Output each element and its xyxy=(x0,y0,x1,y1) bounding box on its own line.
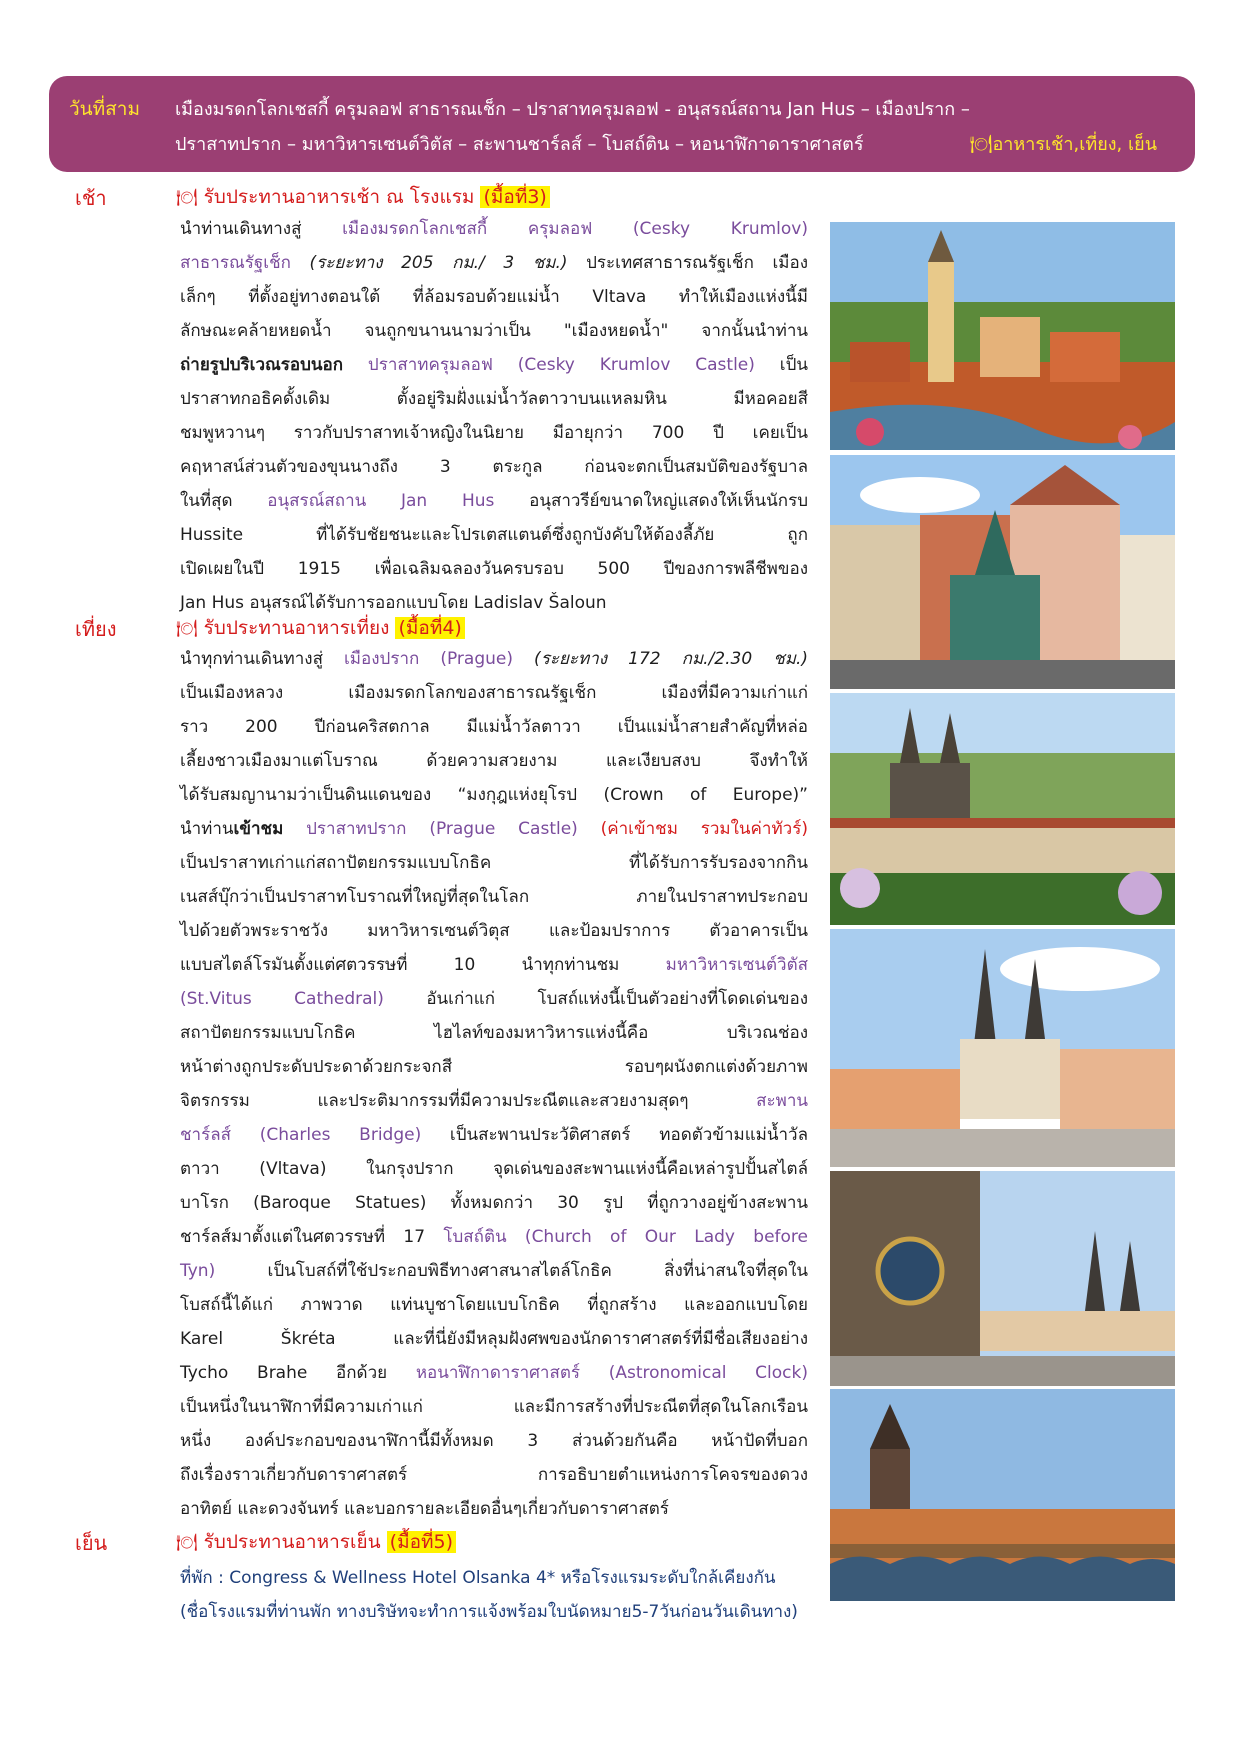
place-name: ชาร์ลส์ (Charles Bridge) xyxy=(180,1125,422,1145)
text: จิตรกรรม และประติมากรรมที่มีความประณีตและสวยงามสุดๆ xyxy=(180,1091,757,1111)
text: นำทุกท่านเดินทางสู่ xyxy=(180,649,344,669)
place-name: Tyn) xyxy=(180,1261,216,1281)
place-name: สะพาน xyxy=(756,1091,808,1111)
label-noon: เที่ยง xyxy=(75,617,117,641)
place-name: หอนาฬิกาดาราศาสตร์ (Astronomical Clock) xyxy=(415,1363,808,1383)
route-line-2: ปราสาทปราก – มหาวิหารเซนต์วิตัส – สะพานชาร์ลส์ – โบสถ์ติน – หอนาฬิกาดาราศาสตร์ xyxy=(175,134,864,155)
place-name: ปราสาทครุมลอฟ (Cesky Krumlov Castle) xyxy=(343,355,755,375)
noon-line: เป็นเมืองหลวง เมืองมรดกโลกของสาธารณรัฐเช็ก เมืองที่มีความเก่าแก่ xyxy=(180,683,808,703)
distance-note: (ระยะทาง 172 กม./2.30 ชม.) xyxy=(513,649,808,669)
text: ชาร์ลส์มาตั้งแต่ในศตวรรษที่ 17 xyxy=(180,1227,444,1247)
noon-line xyxy=(180,982,808,1016)
morning-line: Jan Hus อนุสรณ์ได้รับการออกแบบโดย Ladislav Šaloun xyxy=(180,593,607,613)
photo-jan-hus-memorial xyxy=(830,455,1175,689)
noon-line: โบสถ์นี้ได้แก่ ภาพวาด แท่นบูชาโดยแบบโกธิค ที่ถูกสร้าง และออกแบบโดย xyxy=(180,1295,808,1315)
noon-line: ราว 200 ปีก่อนคริสตกาล มีแม่น้ำวัลตาวา เป็นแม่น้ำสายสำคัญที่หล่อ xyxy=(180,717,808,737)
text: อันเก่าแก่ โบสถ์แห่งนี้เป็นตัวอย่างที่โดดเด่นของ xyxy=(383,989,808,1009)
place-name: มหาวิหารเซนต์วิตัส xyxy=(665,955,808,975)
morning-line xyxy=(180,348,808,382)
place-name: โบสถ์ติน (Church of Our Lady before xyxy=(443,1227,808,1247)
noon-line: อาทิตย์ และดวงจันทร์ และบอกรายละเอียดอื่นๆเกี่ยวกับดาราศาสตร์ xyxy=(180,1499,669,1519)
place-name: เมืองมรดกโลกเชสกี้ ครุมลอฟ (Cesky Krumlov) xyxy=(342,219,808,239)
noon-line: เนสส์บุ๊กว่าเป็นปราสาทโบราณที่ใหญ่ที่สุดในโลก ภายในปราสาทประกอบ xyxy=(180,887,808,907)
morning-line: เล็กๆ ที่ตั้งอยู่ทางตอนใต้ ที่ล้อมรอบด้วยแม่น้ำ Vltava ทำให้เมืองแห่งนี้มี xyxy=(180,287,808,307)
text: ในที่สุด xyxy=(180,491,268,511)
photo-prague-castle xyxy=(830,693,1175,925)
noon-line xyxy=(180,1118,808,1152)
noon-line: หนึ่ง องค์ประกอบของนาฬิกานี้มีทั้งหมด 3 ส่วนด้วยกันคือ หน้าปัดที่บอก xyxy=(180,1431,808,1451)
photo-cesky-krumlov xyxy=(830,222,1175,450)
noon-line xyxy=(180,812,808,846)
noon-line: หน้าต่างถูกประดับประดาด้วยกระจกสี รอบๆผนังตกแต่งด้วยภาพ xyxy=(180,1057,808,1077)
distance-note: (ระยะทาง 205 กม./ 3 ชม.) xyxy=(290,253,568,273)
noon-line: ตาวา (Vltava) ในกรุงปราก จุดเด่นของสะพานแห่งนี้คือเหล่ารูปปั้นสไตล์ xyxy=(180,1159,808,1179)
place-name: (St.Vitus Cathedral) xyxy=(180,989,384,1009)
noon-line xyxy=(180,948,808,982)
noon-line xyxy=(180,1254,808,1288)
noon-line: บาโรก (Baroque Statues) ทั้งหมดกว่า 30 รูป ที่ถูกวางอยู่ข้างสะพาน xyxy=(180,1193,808,1213)
text: นำท่าน xyxy=(180,819,234,839)
morning-line: คฤหาสน์ส่วนตัวของขุนนางถึง 3 ตระกูล ก่อนจะตกเป็นสมบัติของรัฐบาล xyxy=(180,457,808,477)
text: เป็นโบสถ์ที่ใช้ประกอบพิธีทางศาสนาสไตล์โกธิค สิ่งที่น่าสนใจที่สุดใน xyxy=(215,1261,808,1281)
place-name: เมืองปราก (Prague) xyxy=(344,649,513,669)
day-label: วันที่สาม xyxy=(69,98,140,120)
noon-line: ไปด้วยตัวพระราชวัง มหาวิหารเซนต์วิตุส และป้อมปราการ ตัวอาคารเป็น xyxy=(180,921,808,941)
lunch-note: (มื้อที่4) xyxy=(395,617,464,639)
text: Tycho Brahe อีกด้วย xyxy=(180,1363,416,1383)
place-name: สาธารณรัฐเช็ก xyxy=(180,253,291,273)
morning-line xyxy=(180,246,808,280)
breakfast-note: (มื้อที่3) xyxy=(480,186,549,208)
morning-line: เปิดเผยในปี 1915 เพื่อเฉลิมฉลองวันครบรอบ 500 ปีของการพลีชีพของ xyxy=(180,559,808,579)
noon-line: สถาปัตยกรรมแบบโกธิค ไฮไลท์ของมหาวิหารแห่งนี้คือ บริเวณช่อง xyxy=(180,1023,808,1043)
lunch-heading xyxy=(176,613,465,643)
dish-icon: 🍽 xyxy=(969,134,993,155)
noon-line: เลี้ยงชาวเมืองมาแต่โบราณ ด้วยความสวยงาม และเงียบสงบ จึงทำให้ xyxy=(180,751,808,771)
meals-summary-text: อาหารเช้า,เที่ยง, เย็น xyxy=(992,134,1157,155)
text: อนุสาวรีย์ขนาดใหญ่แสดงให้เห็นนักรบ xyxy=(494,491,808,511)
place-name: ปราสาทปราก (Prague Castle) xyxy=(283,819,578,839)
hotel-line: ที่พัก : Congress & Wellness Hotel Olsanka 4* หรือโรงแรมระดับใกล้เคียงกัน xyxy=(180,1568,776,1588)
text: เป็น xyxy=(754,355,808,375)
route-line-1: เมืองมรดกโลกเชสกี้ ครุมลอฟ สาธารณเช็ก – ปราสาทครุมลอฟ - อนุสรณ์สถาน Jan Hus – เมืองปราก – xyxy=(175,99,970,120)
morning-line xyxy=(180,212,808,246)
bold-text: เข้าชม xyxy=(233,819,284,839)
text: เป็นสะพานประวัติศาสตร์ ทอดตัวข้ามแม่น้ำวัล xyxy=(421,1125,808,1145)
noon-line: เป็นปราสาทเก่าแก่สถาปัตยกรรมแบบโกธิค ที่ได้รับการรับรองจากกิน xyxy=(180,853,808,873)
breakfast-text: รับประทานอาหารเช้า ณ โรงแรม xyxy=(203,186,481,208)
lunch-text: รับประทานอาหารเที่ยง xyxy=(203,617,396,639)
morning-line xyxy=(180,484,808,518)
noon-line xyxy=(180,642,808,676)
dinner-heading xyxy=(176,1527,456,1557)
meals-summary xyxy=(970,129,1157,158)
breakfast-heading xyxy=(176,182,550,212)
noon-line xyxy=(180,1220,808,1254)
dish-icon: 🍽 xyxy=(176,1533,198,1553)
fee-note: (ค่าเข้าชม รวมในค่าทัวร์) xyxy=(577,819,808,839)
text: นำท่านเดินทางสู่ xyxy=(180,219,343,239)
morning-line: ปราสาทกอธิคดั้งเดิม ตั้งอยู่ริมฝั่งแม่น้ำวัลตาวาบนแหลมหิน มีหอคอยสี xyxy=(180,389,808,409)
morning-line: ลักษณะคล้ายหยดน้ำ จนถูกขนานนามว่าเป็น "เมืองหยดน้ำ" จากนั้นนำท่าน xyxy=(180,321,808,341)
place-name: อนุสรณ์สถาน Jan Hus xyxy=(267,491,495,511)
text: แบบสไตล์โรมันตั้งแต่ศตวรรษที่ 10 นำทุกท่านชม xyxy=(180,955,666,975)
morning-line: ชมพูหวานๆ ราวกับปราสาทเจ้าหญิงในนิยาย มีอายุกว่า 700 ปี เคยเป็น xyxy=(180,423,808,443)
noon-line: Karel Škréta และที่นี่ยังมีหลุมฝังศพของนักดาราศาสตร์ที่มีชื่อเสียงอย่าง xyxy=(180,1329,808,1349)
noon-line xyxy=(180,1084,808,1118)
photo-astronomical-clock xyxy=(830,1171,1175,1386)
noon-line: ได้รับสมญานามว่าเป็นดินแดนของ “มงกุฎแห่งยุโรป (Crown of Europe)” xyxy=(180,785,808,805)
dish-icon: 🍽 xyxy=(176,619,198,639)
dinner-note: (มื้อที่5) xyxy=(387,1531,456,1553)
noon-line xyxy=(180,1356,808,1390)
text: ประเทศสาธารณรัฐเช็ก เมือง xyxy=(567,253,809,273)
noon-line: ถึงเรื่องราวเกี่ยวกับดาราศาสตร์ การอธิบายตำแหน่งการโคจรของดวง xyxy=(180,1465,808,1485)
label-evening: เย็น xyxy=(75,1531,108,1555)
dinner-text: รับประทานอาหารเย็น xyxy=(203,1531,387,1553)
dish-icon: 🍽 xyxy=(176,188,198,208)
bold-text: ถ่ายรูปบริเวณรอบนอก xyxy=(180,355,344,375)
day-header-banner xyxy=(49,76,1195,172)
morning-line: Hussite ที่ได้รับชัยชนะและโปรเตสแตนต์ซึ่งถูกบังคับให้ต้องลี้ภัย ถูก xyxy=(180,525,808,545)
photo-charles-bridge xyxy=(830,1389,1175,1601)
hotel-note: (ชื่อโรงแรมที่ท่านพัก ทางบริษัทจะทำการแจ้งพร้อมใบนัดหมาย5-7วันก่อนวันเดินทาง) xyxy=(180,1602,798,1622)
noon-line: เป็นหนึ่งในนาฬิกาที่มีความเก่าแก่ และมีการสร้างที่ประณีตที่สุดในโลกเรือน xyxy=(180,1397,808,1417)
photo-old-town-tyn xyxy=(830,929,1175,1167)
label-morning: เช้า xyxy=(75,186,107,210)
